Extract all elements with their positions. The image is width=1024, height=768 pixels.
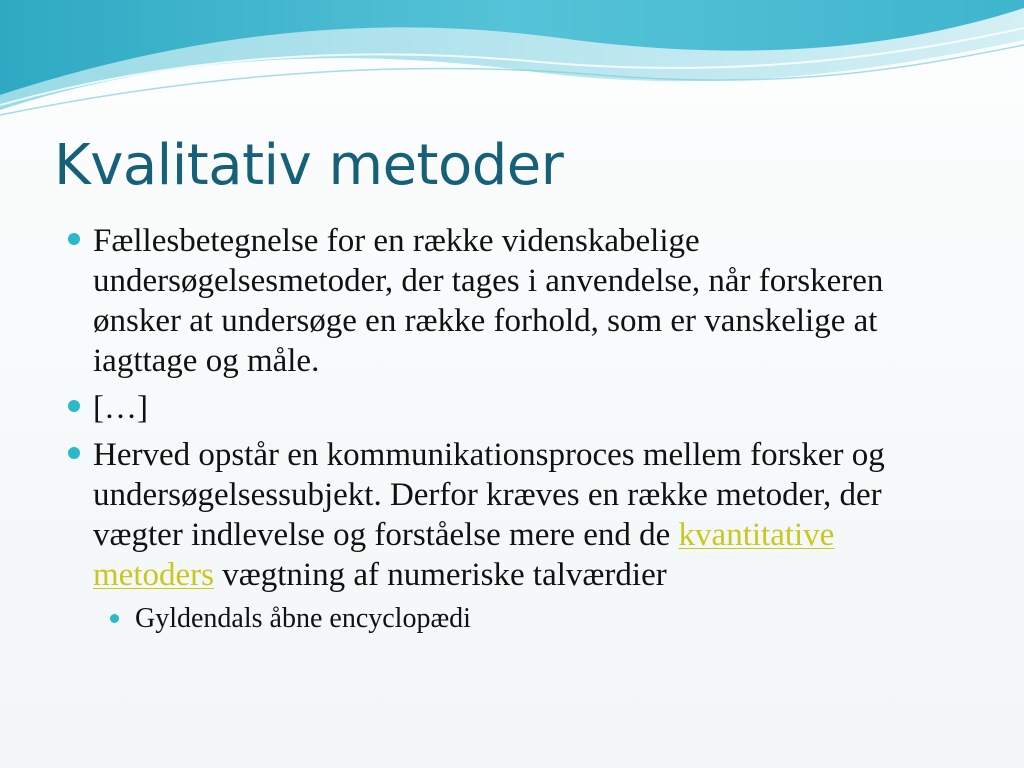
bullet-text: […] bbox=[93, 390, 148, 426]
bullet-text-before-link: Herved opstår en kommunikationsproces mellem forsker og undersøgelsessubjekt. Derfor kræves en række metoder, der vægter indlevelse og forståelse mere end de bbox=[93, 437, 885, 553]
bullet-icon bbox=[68, 233, 80, 245]
bullet-list bbox=[60, 221, 960, 637]
sub-bullet-item bbox=[93, 601, 960, 637]
bullet-text-after-link: vægtning af numeriske talværdier bbox=[213, 557, 667, 593]
bullet-icon bbox=[68, 400, 80, 412]
slide-title: Kvalitativ metoder bbox=[54, 133, 564, 198]
bullet-item bbox=[60, 435, 960, 637]
sub-bullet-list bbox=[93, 601, 960, 637]
sub-bullet-icon bbox=[110, 614, 119, 623]
bullet-icon bbox=[68, 447, 80, 459]
bullet-item bbox=[60, 388, 960, 428]
kvantitative-metoders-link[interactable]: kvantitative metoders bbox=[93, 517, 835, 593]
bullet-item bbox=[60, 221, 960, 381]
wave-header-decoration bbox=[0, 0, 1024, 130]
slide-content bbox=[60, 221, 960, 644]
sub-bullet-text: Gyldendals åbne encyclopædi bbox=[135, 603, 471, 634]
bullet-text: Fællesbetegnelse for en række videnskabelige undersøgelsesmetoder, der tages i anvendelse, når forskeren ønsker at undersøge en række forhold, som er vanskelige at iagttage og måle. bbox=[93, 223, 884, 379]
